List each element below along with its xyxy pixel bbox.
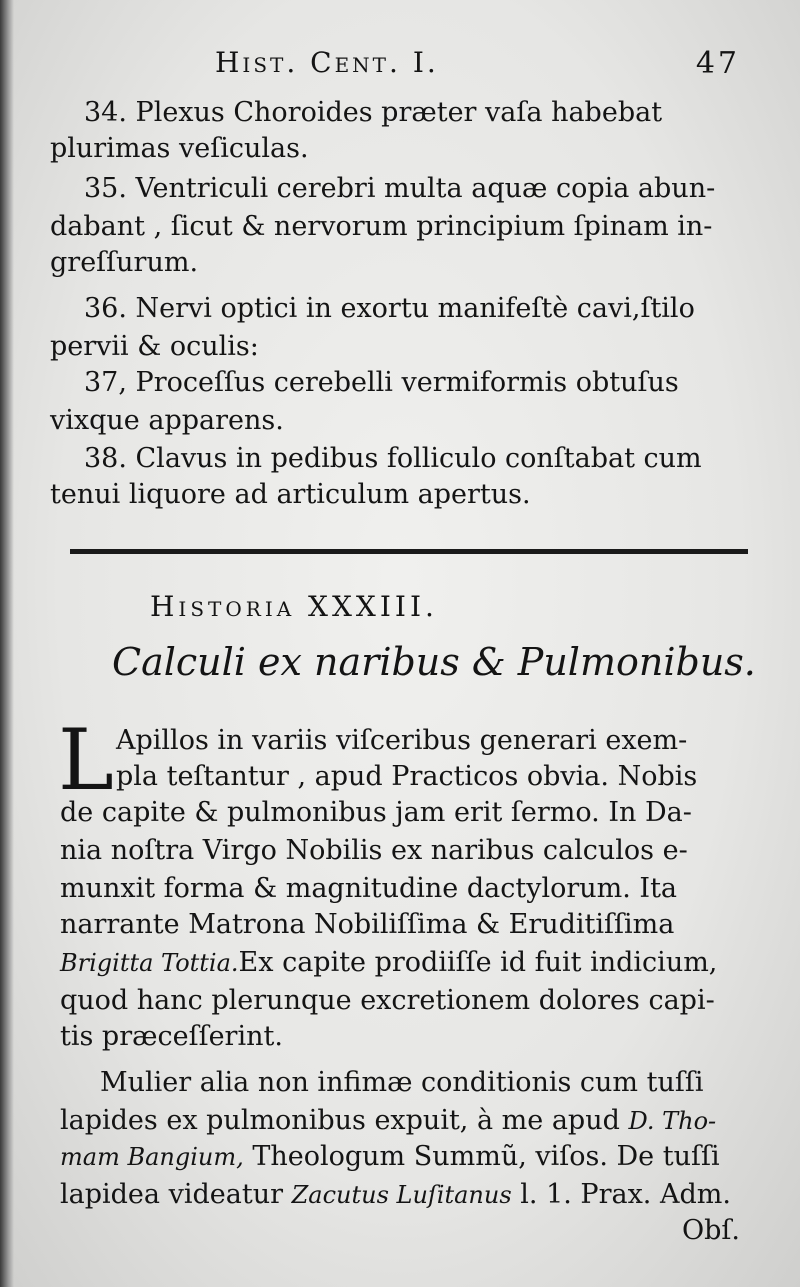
section-subtitle: Calculi ex naribus & Pulmonibus. (112, 640, 756, 684)
item-37-line2: vixque apparens. (50, 405, 284, 436)
para2-line3 (60, 1140, 720, 1174)
body-text (50, 0, 750, 1287)
para1-line3: de capite & pulmonibus jam erit ſermo. In Da- (60, 797, 692, 828)
item-35-line2: dabant , ſicut & nervorum principium ſpinam in- (50, 211, 713, 242)
drop-capital: L (58, 711, 114, 809)
item-36-line1: 36. Nervi optici in exortu manifeſtè cavi,ſtilo (84, 293, 695, 324)
person-name-zacutus: Zacutus Luſitanus (291, 1181, 512, 1209)
item-34-line1: 34. Plexus Choroides præter vaſa habebat (84, 97, 663, 128)
para2-line5: Obſ. (682, 1215, 740, 1246)
para1-line9: tis præceſſerint. (60, 1021, 283, 1052)
para1-line8: quod hanc plerunque excretionem dolores capi- (60, 985, 715, 1016)
running-title: Hist. Cent. I. (215, 46, 439, 79)
item-37-line1: 37, Proceſſus cerebelli vermiformis obtuſus (84, 367, 679, 398)
page-number: 47 (695, 46, 740, 81)
person-name-bangium: mam Bangium, (60, 1143, 244, 1171)
para2-line4-end: l. 1. Prax. Adm. (520, 1179, 731, 1210)
item-35-line3: greſſurum. (50, 247, 199, 278)
section-heading: Historia XXXIII. (150, 590, 438, 623)
item-35-line1: 35. Ventriculi cerebri multa aquæ copia abun- (84, 173, 716, 204)
person-name-brigitta: Brigitta Tottia. (60, 949, 239, 977)
para1-line6: narrante Matrona Nobiliſſima & Eruditiſſima (60, 909, 675, 940)
para2-line1: Mulier alia non infimæ conditionis cum tuſſi (100, 1067, 704, 1098)
para1-line5: munxit forma & magnitudine dactylorum. Ita (60, 873, 678, 904)
page-gutter-shadow (0, 0, 14, 1287)
para1-line4: nia noſtra Virgo Nobilis ex naribus calculos e- (60, 835, 688, 866)
item-38-line1: 38. Clavus in pedibus folliculo conſtabat cum (84, 443, 702, 474)
para2-line2-text: lapides ex pulmonibus expuit, à me apud (60, 1105, 620, 1136)
para1-line2: pla teſtantur , apud Practicos obvia. Nobis (116, 761, 698, 792)
item-34-line2: plurimas veſiculas. (50, 133, 309, 164)
para1-line7-text: Ex capite prodiiſſe id fuit indicium, (238, 947, 718, 978)
para1-line7 (60, 946, 717, 980)
person-name-thomam: D. Tho- (628, 1107, 717, 1135)
para2-line4 (60, 1178, 731, 1212)
item-36-line2: pervii & oculis: (50, 331, 259, 362)
para2-line4-start: lapidea videatur (60, 1179, 283, 1210)
para1-line1: Apillos in variis viſceribus generari exem- (116, 725, 688, 756)
para2-line3-text: Theologum Summũ, viſos. De tuſſi (252, 1141, 720, 1172)
item-38-line2: tenui liquore ad articulum apertus. (50, 479, 531, 510)
para2-line2 (60, 1104, 716, 1138)
